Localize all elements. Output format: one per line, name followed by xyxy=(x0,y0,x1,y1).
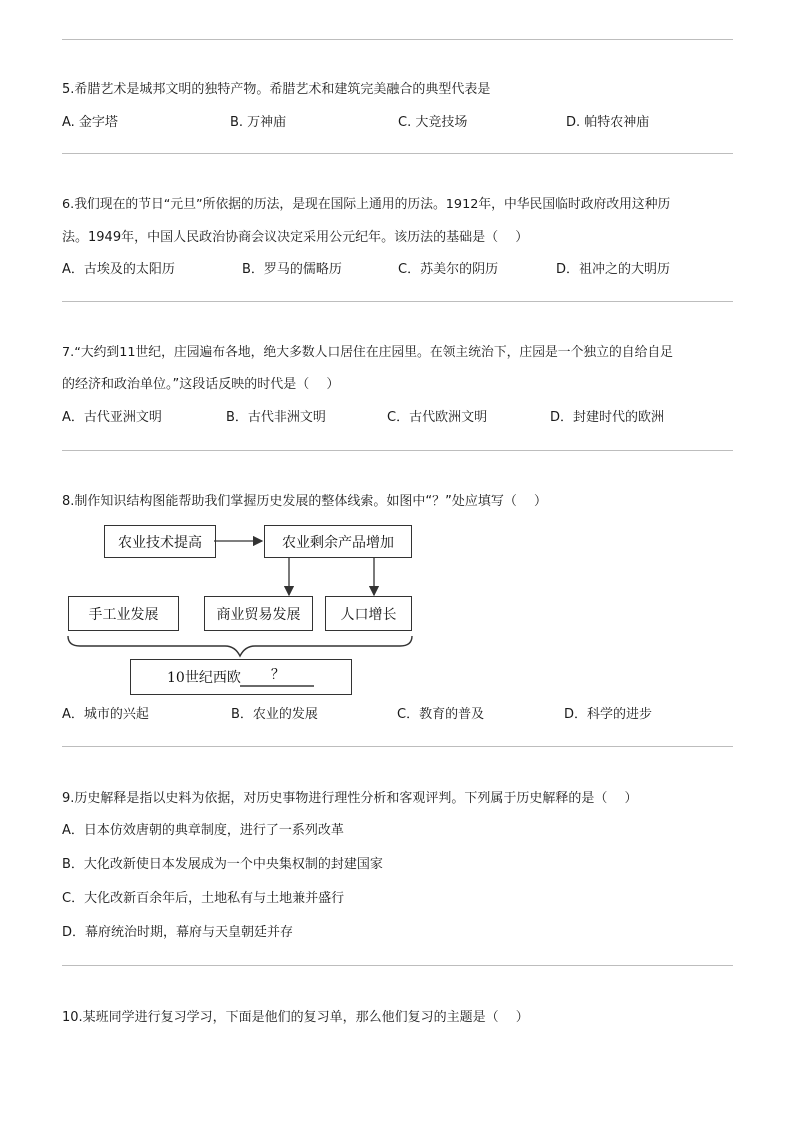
question-5-option-a[interactable]: A. 金字塔 xyxy=(62,115,118,130)
question-5-option-c[interactable]: C. 大竞技场 xyxy=(398,115,468,130)
question-5-option-d[interactable]: D. 帕特农神庙 xyxy=(566,115,650,130)
question-6-option-d[interactable]: D．祖冲之的大明历 xyxy=(556,262,671,277)
question-6-option-a[interactable]: A．古埃及的太阳历 xyxy=(62,262,175,277)
question-9-option-c[interactable]: C．大化改新百余年后，土地私有与土地兼并盛行 xyxy=(62,891,345,906)
question-8-option-c[interactable]: C．教育的普及 xyxy=(397,707,485,722)
question-8-option-a[interactable]: A．城市的兴起 xyxy=(62,707,149,722)
question-7-option-c[interactable]: C．古代欧洲文明 xyxy=(387,410,488,425)
question-7-option-a[interactable]: A．古代亚洲文明 xyxy=(62,410,162,425)
question-6-stem-line-1: 6.我们现在的节日“元旦”所依据的历法，是现在国际上通用的历法。1912年，中华民国临时政府改用这种历 xyxy=(62,197,671,212)
question-7-option-d[interactable]: D．封建时代的欧洲 xyxy=(550,410,665,425)
question-6-option-b[interactable]: B．罗马的儒略历 xyxy=(242,262,342,277)
question-5-option-b[interactable]: B. 万神庙 xyxy=(230,115,287,130)
question-7-stem-line-1: 7.“大约到11世纪，庄园遍布各地，绝大多数人口居住在庄园里。在领主统治下，庄园是一个独立的自给自足 xyxy=(62,345,673,360)
question-8-option-d[interactable]: D．科学的进步 xyxy=(564,707,653,722)
box-result-blank: ？ xyxy=(270,667,285,683)
box-population-growth: 人口增长 xyxy=(325,596,412,631)
question-7-stem-line-2: 的经济和政治单位。”这段话反映的时代是（ ） xyxy=(62,377,340,392)
box-handicraft: 手工业发展 xyxy=(68,596,179,631)
box-commerce-trade: 商业贸易发展 xyxy=(204,596,313,631)
question-8-stem: 8.制作知识结构图能帮助我们掌握历史发展的整体线索。如图中“？”处应填写（ ） xyxy=(62,494,548,509)
box-agricultural-technology: 农业技术提高 xyxy=(104,525,216,558)
question-5-stem: 5.希腊艺术是城邦文明的独特产物。希腊艺术和建筑完美融合的典型代表是 xyxy=(62,82,491,97)
question-7-option-b[interactable]: B．古代非洲文明 xyxy=(226,410,326,425)
question-9-stem: 9.历史解释是指以史料为依据，对历史事物进行理性分析和客观评判。下列属于历史解释的是（ ） xyxy=(62,791,638,806)
question-9-option-a[interactable]: A．日本仿效唐朝的典章制度，进行了一系列改革 xyxy=(62,823,344,838)
question-10-stem: 10.某班同学进行复习学习，下面是他们的复习单，那么他们复习的主题是（ ） xyxy=(62,1010,529,1025)
question-9-option-d[interactable]: D．幕府统治时期，幕府与天皇朝廷并存 xyxy=(62,925,294,940)
question-6-option-c[interactable]: C．苏美尔的阴历 xyxy=(398,262,499,277)
box-agricultural-surplus: 农业剩余产品增加 xyxy=(264,525,412,558)
question-8-option-b[interactable]: B．农业的发展 xyxy=(231,707,318,722)
brace xyxy=(68,636,412,656)
question-9-option-b[interactable]: B．大化改新使日本发展成为一个中央集权制的封建国家 xyxy=(62,857,383,872)
question-6-stem-line-2: 法。1949年，中国人民政治协商会议决定采用公元纪年。该历法的基础是（ ） xyxy=(62,230,529,245)
box-result-prefix: 10世纪西欧 xyxy=(167,670,241,686)
box-western-europe-10th-century xyxy=(130,659,352,695)
